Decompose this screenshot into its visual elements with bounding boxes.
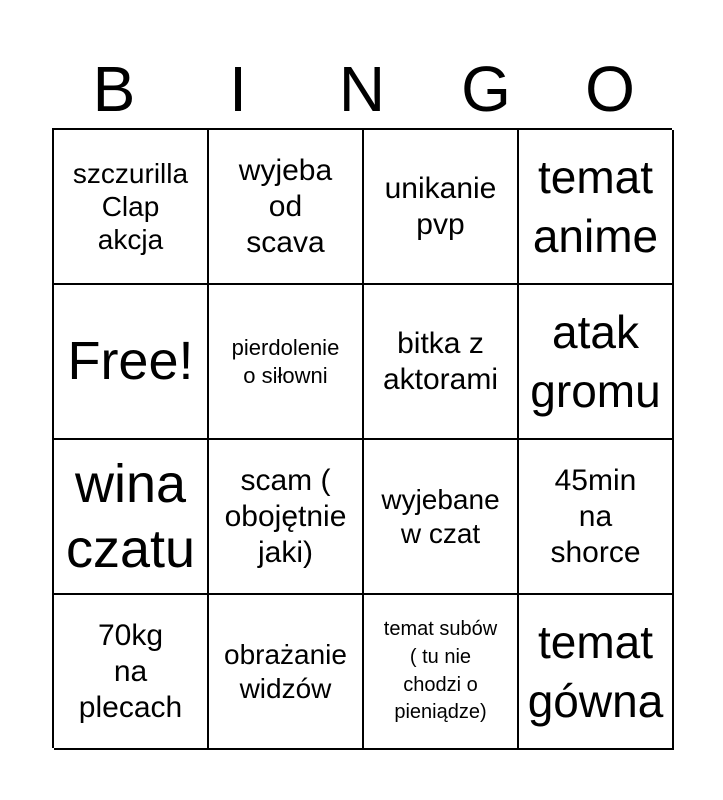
bingo-cell[interactable]: 45min na shorce — [519, 440, 674, 595]
bingo-cell[interactable]: wyjeba od scava — [209, 130, 364, 285]
header-letter-g: G — [461, 53, 511, 125]
bingo-cell[interactable]: unikanie pvp — [364, 130, 519, 285]
bingo-cell[interactable]: temat subów ( tu nie chodzi o pieniądze) — [364, 595, 519, 750]
bingo-cell[interactable]: atak gromu — [519, 285, 674, 440]
bingo-cell[interactable]: obrażanie widzów — [209, 595, 364, 750]
bingo-cell[interactable]: wyjebane w czat — [364, 440, 519, 595]
bingo-grid — [52, 128, 672, 748]
free-space-cell[interactable]: Free! — [54, 285, 209, 440]
bingo-cell[interactable]: scam ( obojętnie jaki) — [209, 440, 364, 595]
bingo-cell[interactable]: szczurilla Clap akcja — [54, 130, 209, 285]
bingo-cell[interactable]: wina czatu — [54, 440, 209, 595]
header-letter-i: I — [229, 53, 247, 125]
header-letter-o: O — [585, 53, 635, 125]
header-letter-b: B — [92, 53, 136, 125]
header-letter-n: N — [338, 53, 386, 125]
bingo-cell[interactable]: bitka z aktorami — [364, 285, 519, 440]
bingo-cell[interactable]: pierdolenie o siłowni — [209, 285, 364, 440]
bingo-cell[interactable]: temat anime — [519, 130, 674, 285]
bingo-cell[interactable]: temat gówna — [519, 595, 674, 750]
bingo-cell[interactable]: 70kg na plecach — [54, 595, 209, 750]
bingo-header — [52, 50, 672, 128]
